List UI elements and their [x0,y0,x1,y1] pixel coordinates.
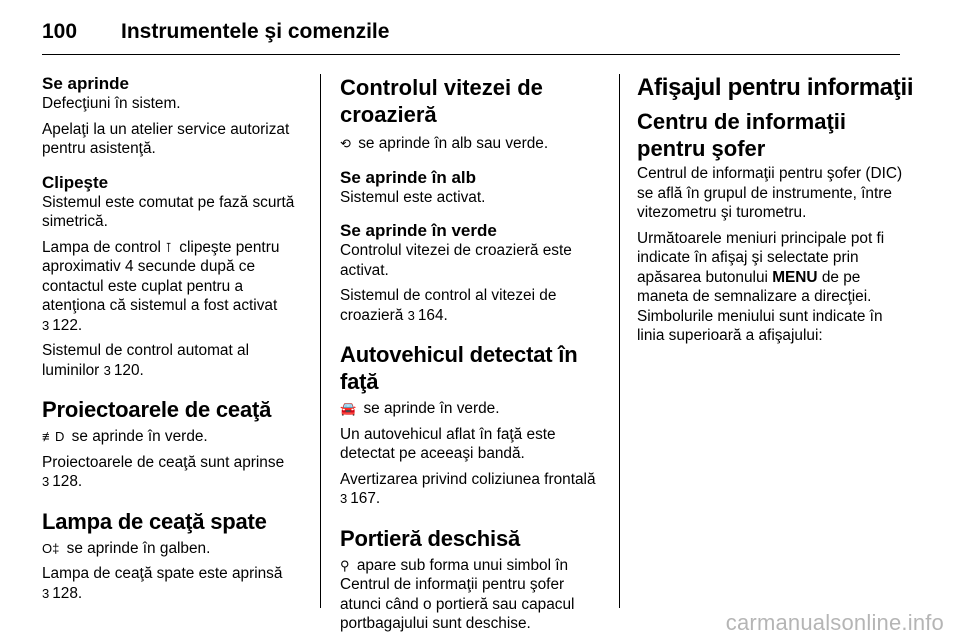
rear-fog-lamp-icon: O‡ [42,540,60,556]
page-title: Instrumentele şi comenzile [121,20,390,43]
section-heading: Portieră deschisă [340,525,521,551]
menu-button-label: MENU [772,268,818,286]
status-text: se aprinde în alb sau verde. [358,135,549,152]
paragraph: Sistemul este activat. [340,188,486,206]
status-line [340,399,608,419]
status-text: se aprinde în galben. [66,539,211,557]
column-2 [340,74,608,634]
paragraph [340,286,608,325]
paragraph [42,341,310,380]
paragraph-text: Proiectoarele de ceaţă sunt aprinse [42,453,285,471]
page-ref[interactable]: 164. [417,306,448,324]
section-heading: Clipeşte [42,172,109,192]
page-ref-icon: 3 [42,585,50,601]
page-ref[interactable]: 120. [113,361,144,379]
page-ref-icon: 3 [103,362,111,378]
paragraph [42,238,310,336]
page-ref-icon: 3 [42,317,50,333]
section-heading: Afişajul pentru informaţii [637,74,914,101]
page-ref-icon: 3 [42,474,50,489]
page-number: 100 [42,20,78,43]
page-ref[interactable]: 122. [52,316,83,334]
lamp-indicator-icon: ⊺ [165,239,172,255]
paragraph-text: clipeşte pentru aproximativ 4 secunde după ce contactul este cuplat pentru a atenţiona că sistemul a fost activat [42,238,280,314]
page-ref[interactable]: 167. [350,490,381,507]
paragraph-text: Următoarele meniuri principale pot fi indicate în afişaj şi selectate prin apăsarea butonului [637,229,885,286]
status-line [340,556,608,634]
paragraph: Centrul de informaţii pentru şofer (DIC) se află în grupul de instrumente, între vitezometru şi turometru. [637,165,903,221]
paragraph-text: Lampa de ceaţă spate este aprinsă [42,565,283,582]
paragraph [42,564,310,603]
page-ref-icon: 3 [340,491,348,506]
status-text: se aprinde în verde. [71,428,208,445]
paragraph [340,470,608,509]
paragraph-text: Sistemul de control al vitezei de croazieră [340,287,557,324]
paragraph: Controlul vitezei de croazieră este activat. [340,242,572,279]
paragraph-text: Lampa de control [42,238,161,256]
status-text: se aprinde în verde. [363,400,500,417]
paragraph-text: Sistemul de control automat al luminilor [42,342,250,379]
section-heading: Lampa de ceaţă spate [42,508,267,534]
column-divider [320,74,321,608]
status-line [42,427,310,447]
paragraph: Apelaţi la un atelier service autorizat pentru asistenţă. [42,120,290,157]
column-3 [637,74,914,346]
paragraph-text: Avertizarea privind coliziunea frontală [340,470,596,488]
cruise-control-icon: ⟲ [340,136,351,151]
page-ref[interactable]: 128. [52,473,83,490]
paragraph [637,229,905,346]
section-heading: Autovehicul detectat în faţă [340,342,578,394]
paragraph: Defecţiuni în sistem. [42,95,181,112]
section-heading: Se aprinde în alb [340,167,477,187]
status-line [42,539,310,559]
column-divider [619,74,620,608]
watermark: carmanualsonline.info [725,610,944,635]
page-ref[interactable]: 128. [52,584,83,602]
paragraph: Un autovehicul aflat în faţă este detectat pe aceeaşi bandă. [340,425,556,462]
paragraph: Sistemul este comutat pe fază scurtă simetrică. [42,193,295,230]
section-heading: Se aprinde [42,74,129,93]
page-header [42,14,900,55]
column-1 [42,74,310,603]
vehicle-ahead-icon: 🚘 [340,401,357,416]
status-line [340,134,608,154]
page-ref-icon: 3 [407,307,415,323]
paragraph [42,453,310,492]
section-heading: Centru de informaţii pentru şofer [637,109,847,161]
front-fog-lamp-icon: ≢D [42,429,65,444]
section-heading: Se aprinde în verde [340,221,497,240]
status-text: apare sub forma unui simbol în Centrul de informaţii pentru şofer atunci când o portieră sau capacul portbagajului sunt deschise. [340,556,575,632]
paragraph-text: de pe maneta de semnalizare a direcţiei. Simbolurile meniului sunt indicate în linia superioară a afişajului: [637,268,883,344]
section-heading: Proiectoarele de ceaţă [42,397,272,422]
door-open-icon: ⚲ [340,557,350,573]
section-heading: Controlul vitezei de croazieră [340,75,543,127]
